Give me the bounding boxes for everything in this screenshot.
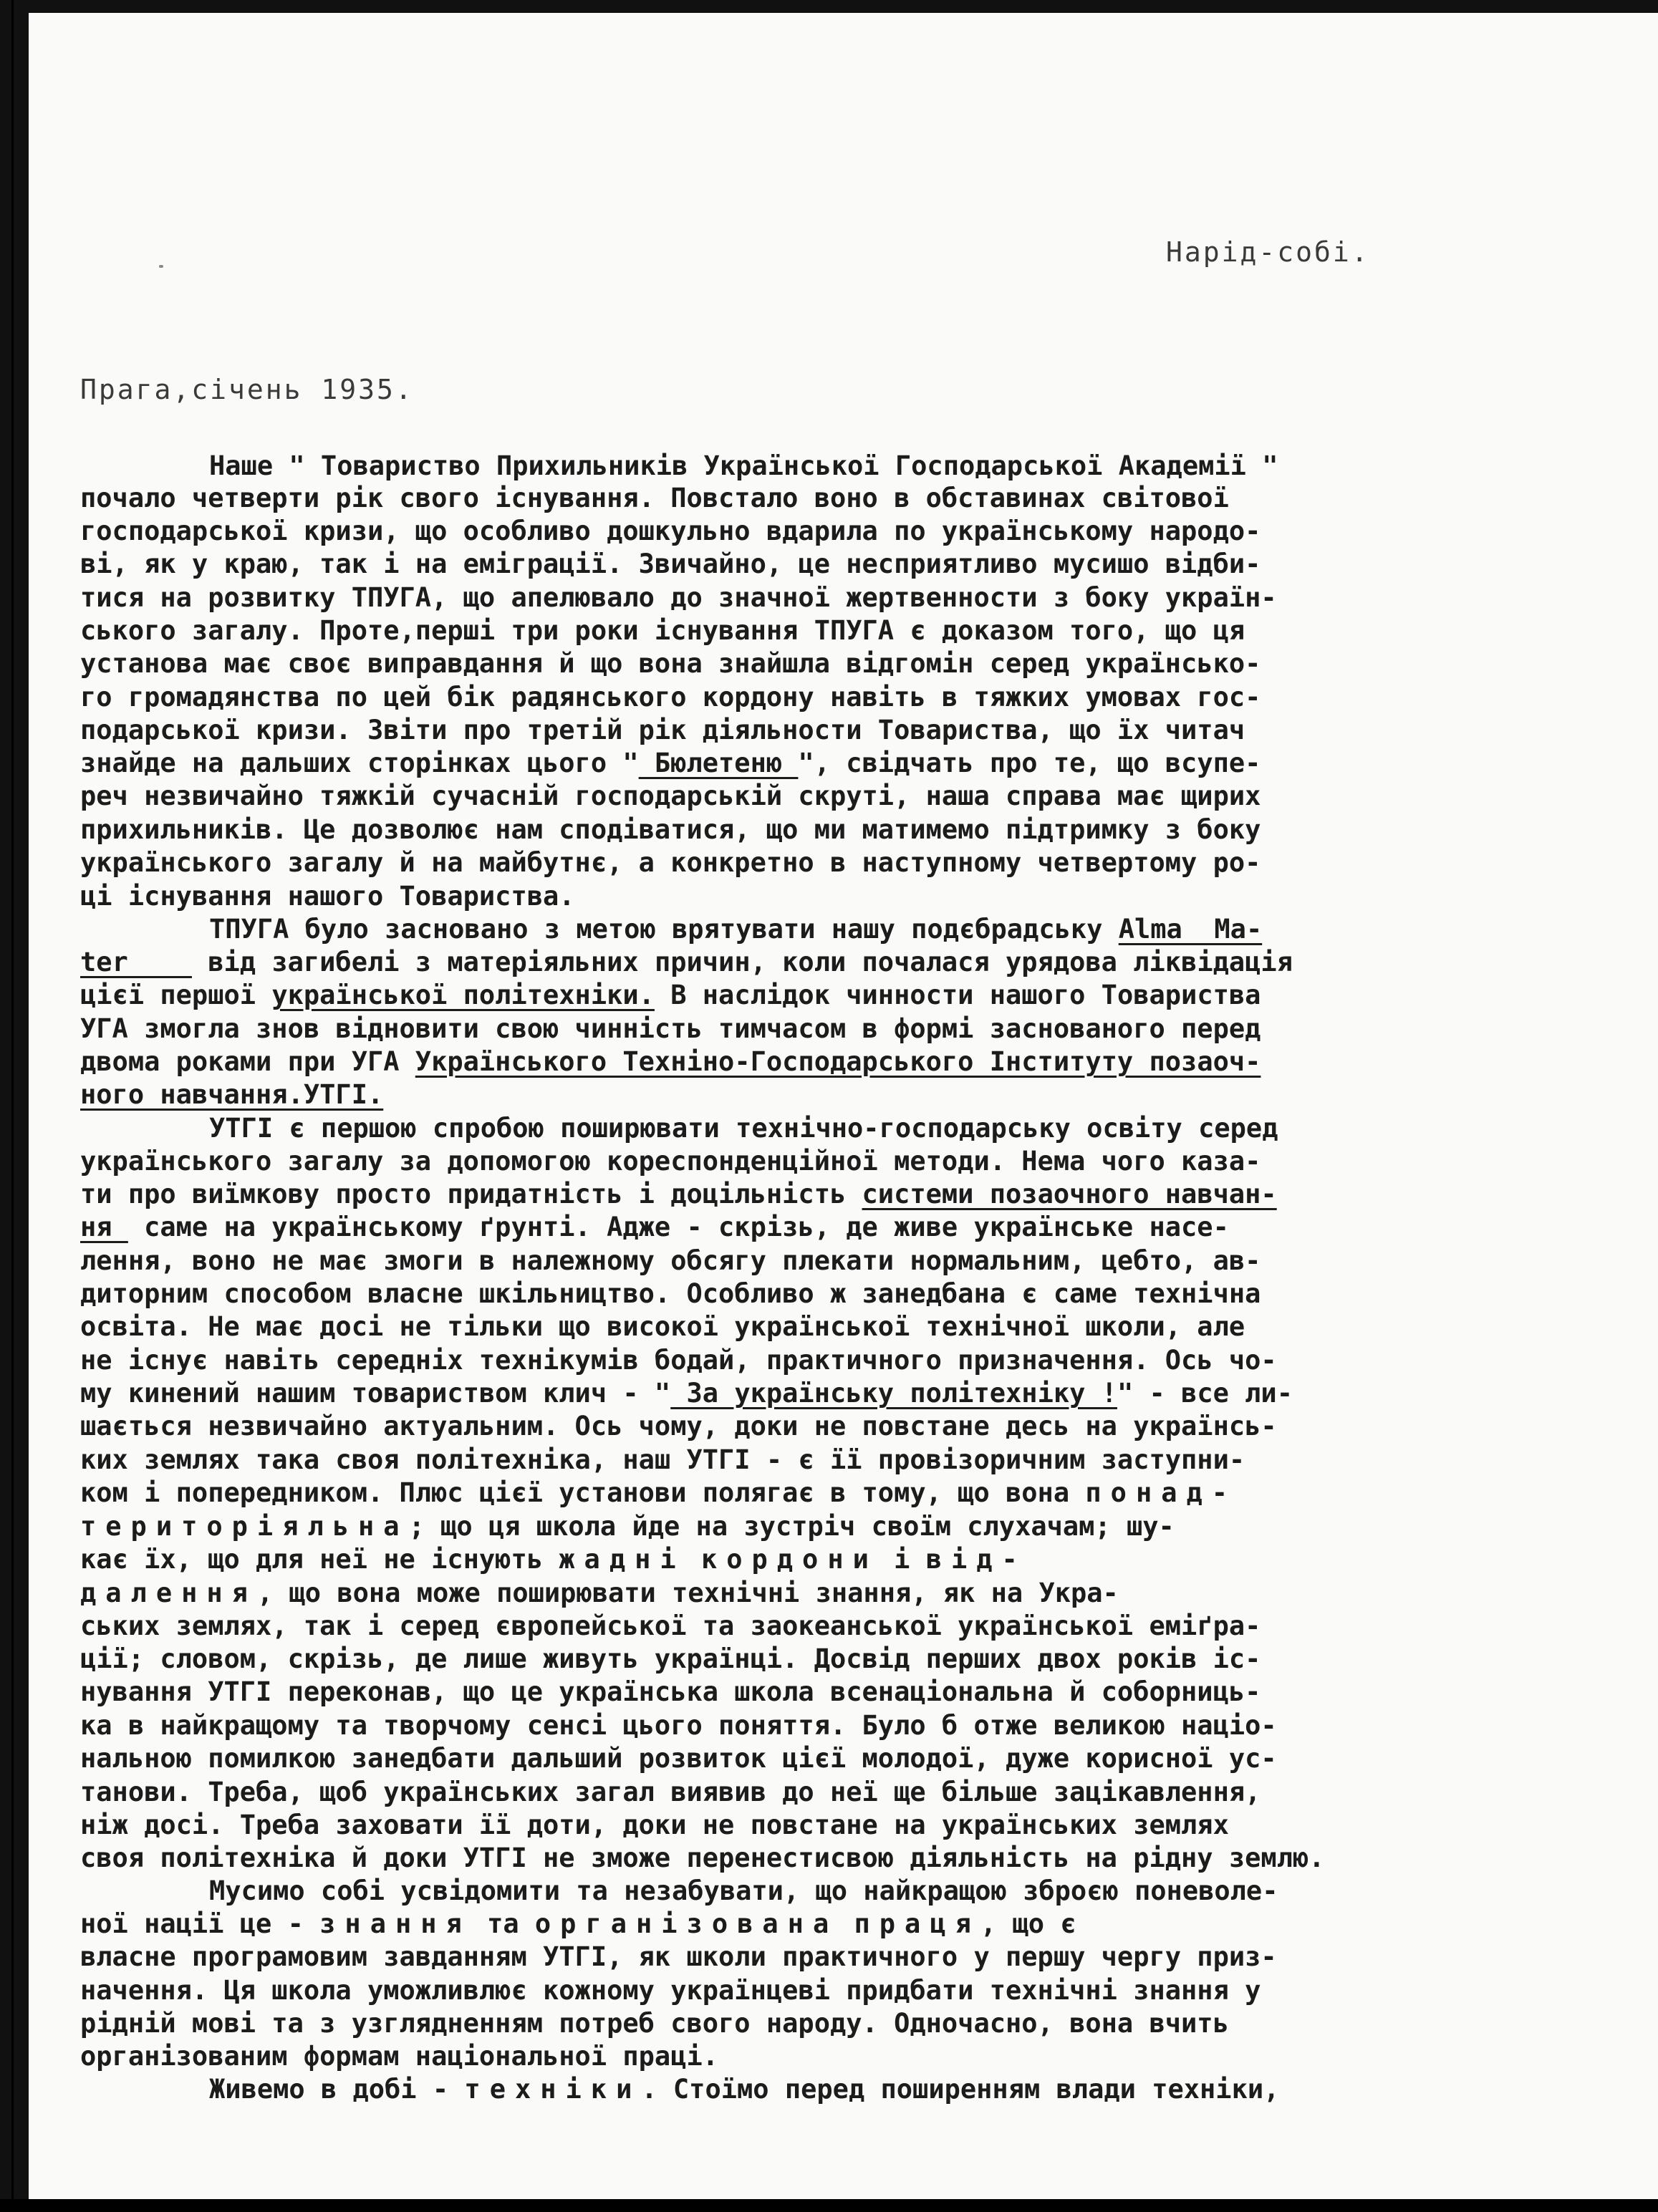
text-run: ; що ця школа йде на зустріч своїм слухачам; шу- xyxy=(408,1511,1175,1542)
text-run: диторним способом власне шкільництво. Особливо ж занедбана є саме технічна xyxy=(80,1278,1261,1309)
text-line xyxy=(80,1974,1261,2008)
text-run: тися на розвитку ТПУГА, що апелювало до значної жертвенности з боку україн- xyxy=(80,582,1277,613)
text-line xyxy=(80,1177,1277,1212)
text-run: Наше " Товариство Прихильників Української Господарської Академії " xyxy=(209,450,1278,481)
text-run: ського загалу. Проте,перші три роки існування ТПУГА є доказом того, що ця xyxy=(80,615,1245,646)
text-run: танови. Треба, щоб українських загал виявив до неї ще більше зацікавлення, xyxy=(80,1777,1261,1807)
text-line xyxy=(80,547,1261,581)
spaced-emphasis: знання xyxy=(319,1908,471,1939)
text-line xyxy=(80,945,1293,980)
text-line xyxy=(80,1709,1277,1743)
text-line xyxy=(80,1841,1325,1875)
text-line xyxy=(209,912,1262,947)
text-line xyxy=(80,1144,1261,1179)
text-run: го громадянства по цей бік радянського кордону навіть в тяжких умовах гос- xyxy=(80,682,1261,713)
text-run: УТГІ є першою спробою поширювати технічно-господарську освіту серед xyxy=(209,1113,1278,1144)
underlined-phrase: української політехніки. xyxy=(271,980,655,1010)
text-run: двома роками при УГА xyxy=(80,1046,415,1077)
text-run: УГА змогла знов відновити свою чинність тимчасом в формі заснованого перед xyxy=(80,1013,1261,1044)
spaced-emphasis: кордони xyxy=(700,1544,878,1575)
text-run: кає їх, що для неї не існують xyxy=(80,1544,559,1575)
text-line xyxy=(80,1476,1237,1510)
text-line xyxy=(80,978,1261,1013)
text-run: організованим формам національної праці. xyxy=(80,2041,719,2072)
text-line xyxy=(80,846,1261,880)
text-line xyxy=(80,2006,1229,2041)
text-line xyxy=(80,1940,1277,1974)
text-run: шається незвичайно актуальним. Ось чому, доки не повстане десь на українсь- xyxy=(80,1411,1277,1441)
text-run: не існує навіть середніх технікумів бодай, практичного призначення. Ось чо- xyxy=(80,1345,1277,1376)
text-run: ніж досі. Треба заховати її доти, доки не повстане на українських землях xyxy=(80,1810,1229,1840)
text-run xyxy=(838,1908,854,1939)
page-heading: Нарід-собі. xyxy=(1166,236,1370,268)
scan-left-edge xyxy=(11,0,14,2212)
underlined-phrase: Українського Техніно-Господарського Інституту позаоч- xyxy=(415,1046,1261,1077)
text-run: почало четверти рік свого існування. Повстало воно в обставинах світової xyxy=(80,483,1229,513)
underlined-phrase: Бюлетеню xyxy=(638,748,799,778)
text-line xyxy=(80,1907,1076,1941)
text-line xyxy=(209,449,1278,483)
underlined-phrase: За українську політехніку ! xyxy=(670,1378,1117,1409)
text-line xyxy=(80,581,1277,615)
text-line xyxy=(209,2072,1279,2107)
text-run: Мусимо собі усвідомити та незабувати, що найкращою зброєю поневоле- xyxy=(209,1875,1278,1906)
text-line xyxy=(209,1111,1278,1146)
text-line xyxy=(80,1642,1261,1676)
text-line xyxy=(80,1045,1261,1079)
text-run: і xyxy=(877,1544,926,1575)
text-run: установа має своє виправдання й що вона знайшла відгомін серед українсько- xyxy=(80,648,1261,679)
text-line xyxy=(80,1443,1245,1477)
text-run: " - все ли- xyxy=(1117,1378,1293,1409)
text-line xyxy=(80,1376,1293,1411)
text-run: господарської кризи, що особливо дошкульно вдарила по українському народо- xyxy=(80,516,1261,546)
text-line xyxy=(80,1576,1119,1610)
text-line xyxy=(80,1409,1277,1444)
text-line xyxy=(80,1542,1027,1577)
text-run: му кинений нашим товариством клич - " xyxy=(80,1378,671,1409)
text-run: . Стоїмо перед поширенням влади техніки, xyxy=(641,2074,1280,2105)
text-run: нування УТГІ переконав, що це українська школа всенаціональна й соборниць- xyxy=(80,1676,1261,1707)
text-line xyxy=(80,481,1229,516)
text-run: прихильників. Це дозволює нам сподіватися, що ми матимемо підтримку з боку xyxy=(80,814,1261,845)
text-run: знайде на дальших сторінках цього " xyxy=(80,748,639,778)
underlined-phrase: системи позаочного навчан- xyxy=(862,1179,1277,1209)
text-run: від загибелі з матеріяльних причин, коли почалася урядова ліквідація xyxy=(191,947,1293,977)
text-line xyxy=(80,1510,1175,1544)
text-run: реч незвичайно тяжкій сучасній господарській скруті, наша справа має щирих xyxy=(80,781,1261,811)
text-run: ної нації це - xyxy=(80,1908,320,1939)
text-line xyxy=(80,1343,1277,1378)
text-line xyxy=(80,1609,1261,1643)
text-line xyxy=(80,813,1261,847)
text-run: українського загалу й на майбутнє, а конкретно в наступному четвертому ро- xyxy=(80,847,1261,878)
text-run: та xyxy=(471,1908,535,1939)
underlined-phrase: ного навчання.УТГІ. xyxy=(80,1079,384,1110)
text-run: ТПУГА було засновано з метою врятувати нашу подєбрадську xyxy=(209,914,1119,945)
spaced-emphasis: понад- xyxy=(1085,1477,1238,1508)
text-line xyxy=(80,1675,1261,1709)
text-run: ції; словом, скрізь, де лише живуть українці. Досвід перших двох років іс- xyxy=(80,1643,1261,1674)
text-run: ", свідчать про те, що всупе- xyxy=(798,748,1261,778)
underlined-phrase: ня xyxy=(80,1212,128,1242)
text-run: своя політехніка й доки УТГІ не зможе перенестисвою діяльність на рідну землю. xyxy=(80,1842,1325,1873)
text-line xyxy=(80,1808,1229,1842)
spaced-emphasis: техніки xyxy=(464,2074,642,2105)
text-run: нальною помилкою занедбати дальший розвиток цієї молодої, дуже корисної ус- xyxy=(80,1743,1277,1774)
text-run: лення, воно не має змоги в належному обсягу плекати нормальним, цебто, ав- xyxy=(80,1245,1261,1276)
text-run: ці існування нашого Товариства. xyxy=(80,881,575,912)
text-line xyxy=(80,1012,1261,1046)
spaced-emphasis: жадні xyxy=(559,1544,685,1575)
text-run: освіта. Не має досі не тільки що високої української технічної школи, але xyxy=(80,1311,1245,1342)
underlined-phrase: ter xyxy=(80,947,192,977)
text-run: ських землях, так і серед європейської та заокеанської української еміґра- xyxy=(80,1610,1261,1641)
text-run: Живемо в добі - xyxy=(209,2074,465,2105)
text-line xyxy=(80,879,575,914)
text-run: , що вона може поширювати технічні знання, як на Укра- xyxy=(256,1578,1119,1608)
text-run: В наслідок чинности нашого Товариства xyxy=(654,980,1261,1010)
text-line xyxy=(80,713,1245,748)
spaced-emphasis: територіяльна xyxy=(80,1511,409,1542)
text-run: ком і попередником. Плюс цієї установи полягає в тому, що вона xyxy=(80,1477,1086,1508)
text-line xyxy=(80,1244,1261,1278)
text-line xyxy=(80,647,1261,681)
spaced-emphasis: від- xyxy=(925,1544,1027,1575)
text-line xyxy=(80,1078,383,1112)
text-run: українського загалу за допомогою кореспонденційної методи. Нема чого каза- xyxy=(80,1146,1261,1177)
text-line xyxy=(80,1310,1245,1344)
text-run: ка в найкращому та творчому сенсі цього поняття. Було б отже великою націо- xyxy=(80,1710,1277,1741)
text-line xyxy=(209,1874,1278,1908)
text-line xyxy=(80,680,1261,715)
spaced-emphasis: організована xyxy=(534,1908,839,1939)
text-run: ти про виїмкову просто придатність і доцільність xyxy=(80,1179,862,1209)
text-line xyxy=(80,614,1245,648)
text-run: , що є xyxy=(980,1908,1076,1939)
text-line xyxy=(80,1277,1261,1311)
text-line xyxy=(80,779,1261,813)
text-line xyxy=(80,514,1261,549)
text-line xyxy=(80,1775,1261,1810)
text-run: начення. Ця школа уможливлює кожному українцеві придбати технічні знання у xyxy=(80,1975,1261,2006)
text-run: цієї першої xyxy=(80,980,272,1010)
text-run: саме на українському ґрунті. Адже - скрізь, де живе українське насе- xyxy=(127,1212,1229,1242)
text-run: подарської кризи. Звіти про третій рік діяльности Товариства, що їх читач xyxy=(80,715,1245,745)
text-line xyxy=(80,1742,1277,1776)
underlined-phrase: Alma Ma- xyxy=(1118,914,1263,945)
text-line xyxy=(80,1210,1229,1245)
text-line xyxy=(80,746,1261,781)
text-run: ві, як у краю, так і на еміграції. Звичайно, це несприятливо мусишо відби- xyxy=(80,549,1261,579)
dateline: Прага,січень 1935. xyxy=(80,374,414,405)
scan-bottom-edge xyxy=(0,2199,1658,2212)
paper-speck xyxy=(159,265,163,268)
text-run xyxy=(685,1544,701,1575)
spaced-emphasis: праця xyxy=(854,1908,980,1939)
text-line xyxy=(80,2039,718,2074)
text-run: ких землях така своя політехніка, наш УТГІ - є її провізоричним заступни- xyxy=(80,1444,1245,1475)
spaced-emphasis: далення xyxy=(80,1578,257,1608)
text-run: власне програмовим завданням УТГІ, як школи практичного у першу чергу приз- xyxy=(80,1941,1277,1972)
text-run: рідній мові та з узглядненням потреб свого народу. Одночасно, вона вчить xyxy=(80,2008,1229,2039)
